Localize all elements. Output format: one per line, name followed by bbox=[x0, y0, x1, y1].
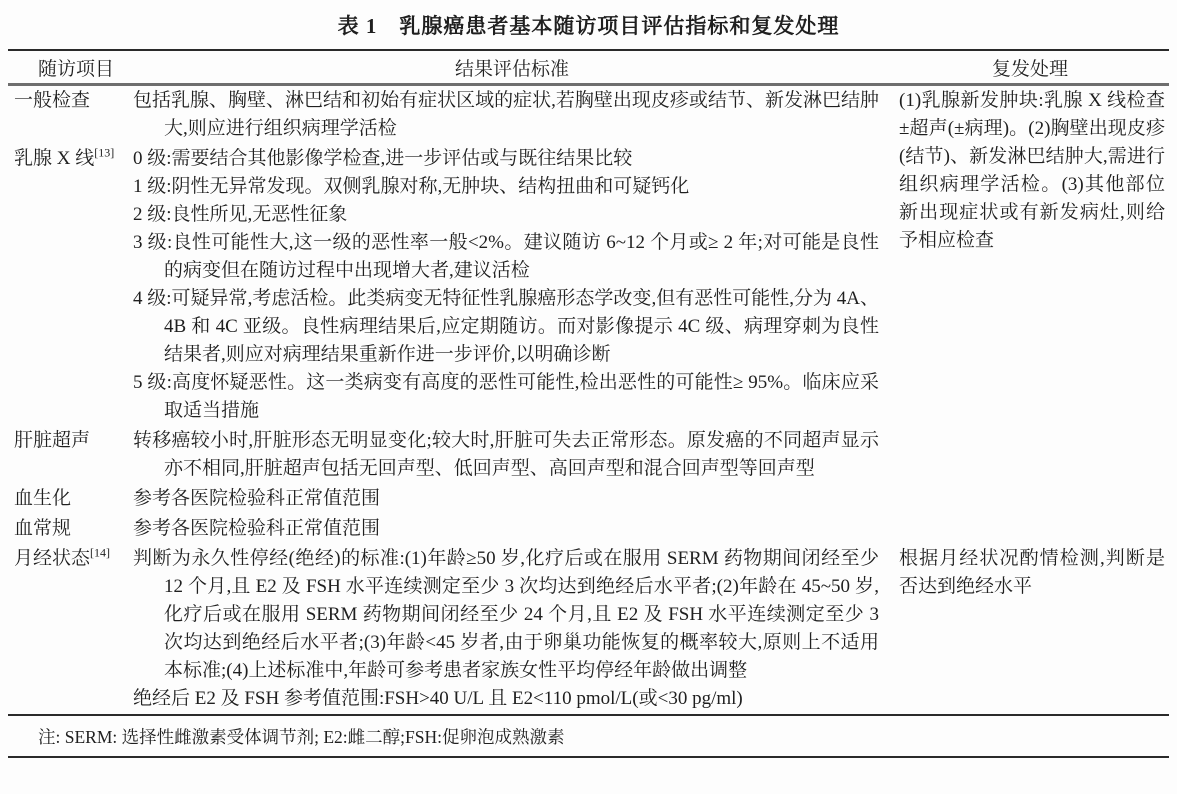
row-criteria-cell bbox=[133, 144, 891, 426]
column-header-item: 随访项目 bbox=[8, 50, 133, 85]
row-criteria-cell bbox=[133, 426, 891, 484]
table-row bbox=[8, 484, 1169, 514]
table-row bbox=[8, 85, 1169, 145]
recurrence-paragraph: 根据月经状况酌情检测,判断是否达到绝经水平 bbox=[899, 548, 1165, 597]
criteria-paragraph: 0 级:需要结合其他影像学检查,进一步评估或与既往结果比较 bbox=[133, 148, 633, 169]
row-item-label bbox=[8, 426, 133, 484]
criteria-paragraph: 3 级:良性可能性大,这一级的恶性率一般<2%。建议随访 6~12 个月或≥ 2 年;对可能是良性的病变但在随访过程中出现增大者,建议活检 bbox=[133, 232, 879, 281]
table-row bbox=[8, 426, 1169, 484]
criteria-paragraph: 4 级:可疑异常,考虑活检。此类病变无特征性乳腺癌形态学改变,但有恶性可能性,分为 4A、4B 和 4C 亚级。良性病理结果后,应定期随访。而对影像提示 4C 级、病理穿刺为良性结果者,则应对病理结果重新作进一步评价,以明确诊断 bbox=[133, 288, 879, 365]
item-text: 血常规 bbox=[14, 518, 72, 539]
row-recurrence-cell bbox=[891, 85, 1169, 427]
row-item-label bbox=[8, 544, 133, 715]
recurrence-paragraph: (1)乳腺新发肿块:乳腺 X 线检查±超声(±病理)。(2)胸壁出现皮疹(结节)、新发淋巴结肿大,需进行组织病理学活检。(3)其他部位新出现症状或有新发病灶,则给予相应检查 bbox=[899, 90, 1165, 251]
row-recurrence-cell bbox=[891, 514, 1169, 544]
criteria-paragraph: 5 级:高度怀疑恶性。这一类病变有高度的恶性可能性,检出恶性的可能性≥ 95%。临床应采取适当措施 bbox=[133, 372, 879, 421]
row-item-label bbox=[8, 85, 133, 145]
criteria-paragraph: 转移癌较小时,肝脏形态无明显变化;较大时,肝脏可失去正常形态。原发癌的不同超声显示亦不相同,肝脏超声包括无回声型、低回声型、高回声型和混合回声型等回声型 bbox=[133, 430, 879, 479]
row-item-label bbox=[8, 514, 133, 544]
row-recurrence-cell bbox=[891, 426, 1169, 484]
row-item-label bbox=[8, 144, 133, 426]
criteria-paragraph: 2 级:良性所见,无恶性征象 bbox=[133, 204, 348, 225]
row-recurrence-cell bbox=[891, 484, 1169, 514]
bottom-rule bbox=[8, 756, 1169, 758]
row-criteria-cell bbox=[133, 544, 891, 715]
criteria-paragraph: 绝经后 E2 及 FSH 参考值范围:FSH>40 U/L 且 E2<110 pmol/L(或<30 pg/ml) bbox=[133, 688, 743, 709]
followup-table bbox=[8, 49, 1169, 716]
item-text: 月经状态 bbox=[14, 548, 91, 569]
criteria-paragraph: 参考各医院检验科正常值范围 bbox=[133, 488, 381, 509]
column-header-recurrence: 复发处理 bbox=[891, 50, 1169, 85]
row-criteria-cell bbox=[133, 514, 891, 544]
criteria-paragraph: 1 级:阴性无异常发现。双侧乳腺对称,无肿块、结构扭曲和可疑钙化 bbox=[133, 176, 690, 197]
criteria-paragraph: 判断为永久性停经(绝经)的标准:(1)年龄≥50 岁,化疗后或在服用 SERM 药物期间闭经至少 12 个月,且 E2 及 FSH 水平连续测定至少 3 次均达到绝经后水平者;(2)年龄在 45~50 岁,化疗后或在服用 SERM 药物期间闭经至少 24 个月,且 E2 及 FSH 水平连续测定至少 3 次均达到绝经后水平者;(3)年龄<45 岁者,由于卵巢功能恢复的概率较大,原则上不适用本标准;(4)上述标准中,年龄可参考患者家族女性平均停经年龄做出调整 bbox=[133, 548, 879, 681]
table-header-row bbox=[8, 50, 1169, 85]
criteria-paragraph: 包括乳腺、胸壁、淋巴结和初始有症状区域的症状,若胸壁出现皮疹或结节、新发淋巴结肿大,则应进行组织病理学活检 bbox=[133, 90, 879, 139]
row-recurrence-cell bbox=[891, 544, 1169, 715]
item-text: 一般检查 bbox=[14, 90, 91, 111]
row-criteria-cell bbox=[133, 85, 891, 145]
item-text: 血生化 bbox=[14, 488, 72, 509]
column-header-criteria: 结果评估标准 bbox=[133, 50, 891, 85]
table-row bbox=[8, 514, 1169, 544]
item-text: 肝脏超声 bbox=[14, 430, 91, 451]
item-text: 乳腺 X 线 bbox=[14, 148, 95, 169]
reference-superscript: [13] bbox=[94, 145, 115, 160]
table-footnote: 注: SERM: 选择性雌激素受体调节剂; E2:雌二醇;FSH:促卵泡成熟激素 bbox=[38, 727, 565, 747]
table-title: 表 1 乳腺癌患者基本随访项目评估指标和复发处理 bbox=[337, 14, 840, 38]
row-criteria-cell bbox=[133, 484, 891, 514]
criteria-paragraph: 参考各医院检验科正常值范围 bbox=[133, 518, 381, 539]
reference-superscript: [14] bbox=[90, 545, 111, 560]
table-row bbox=[8, 544, 1169, 715]
row-item-label bbox=[8, 484, 133, 514]
